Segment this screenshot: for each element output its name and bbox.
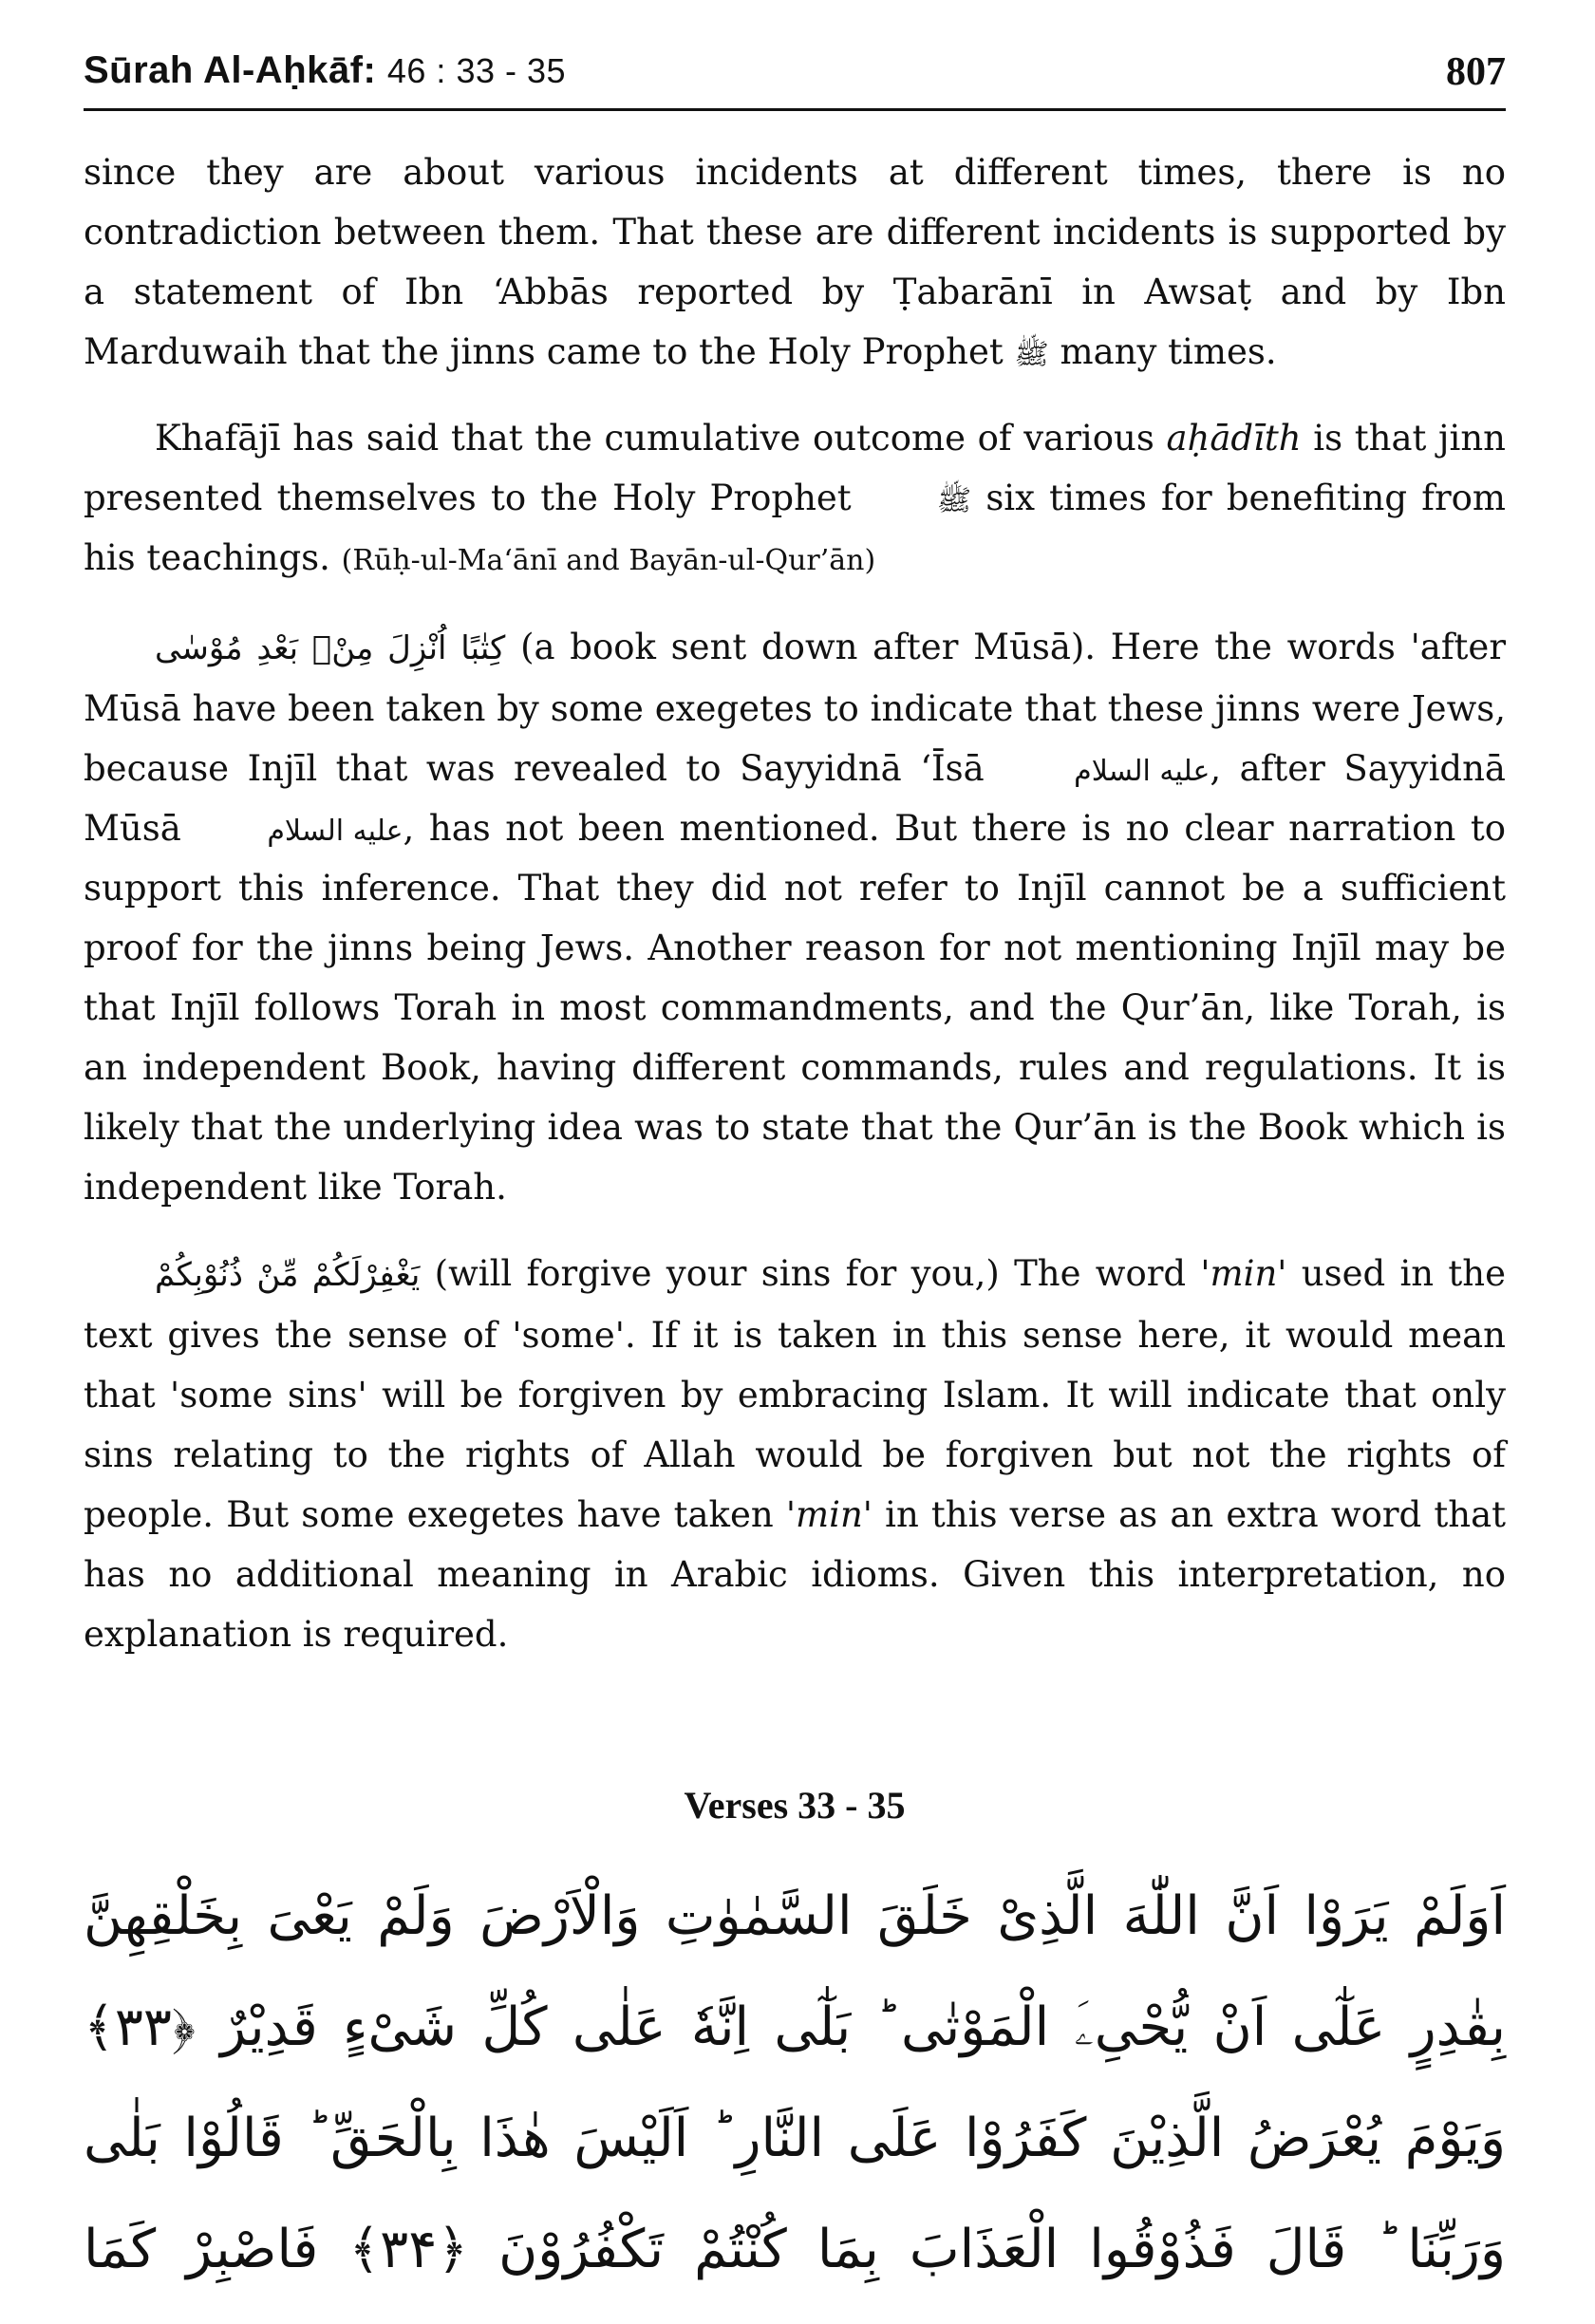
italic-term: aḥādīth — [1166, 418, 1302, 459]
arabic-verse-line: وَرَبِّنَا ؕ قَالَ فَذُوْقُوا الْعَذَابَ بِمَا كُنْتُمْ تَكْفُرُوْنَ ﴿۳۴﴾ فَاصْبِرْ كَمَا — [84, 2219, 1506, 2280]
honorific-salawat-icon: ﷺ — [1014, 337, 1049, 371]
arabic-quote: كِتٰبًا اُنْزِلَ مِنْۢ بَعْدِ مُوْسٰى — [155, 629, 506, 667]
italic-term: 'min' — [1200, 1253, 1287, 1294]
source-citation: (Rūḥ-ul-Ma‘ānī and Bayān-ul-Qur’ān) — [341, 544, 876, 577]
body-text — [84, 142, 1506, 1664]
italic-term: 'min' — [785, 1494, 873, 1535]
running-header — [84, 49, 1506, 111]
arabic-quote: يَغْفِرْلَكُمْ مِّنْ ذُنُوْبِكُمْ — [155, 1256, 421, 1294]
honorific-salawat-icon: ﷺ — [936, 483, 972, 517]
page-number: 807 — [1446, 50, 1506, 94]
verses-heading: Verses 33 - 35 — [684, 1784, 906, 1827]
arabic-verse-line: بِقٰدِرٍ عَلٰٓى اَنْ يُّحْىِۦَ الْمَوْتٰى ؕ بَلٰٓى اِنَّهٗ عَلٰى كُلِّ شَىْءٍ قَدِيْرٌ ﴿۳۳﴾ — [84, 1996, 1506, 2058]
paragraph-2: Khafājī has said that the cumulative outcome of various aḥādīth is that jinn presented themselves to the Holy Prophet ﷺ six times for benefiting from his teachings. (Rūḥ-ul-Ma‘ānī and Bayān-ul-Qur’ān) — [84, 418, 1507, 578]
honorific-alayhis-salam-icon: عليه السلام — [1074, 754, 1210, 788]
paragraph-4: يَغْفِرْلَكُمْ مِّنْ ذُنُوْبِكُمْ (will forgive your sins for you,) The word 'min' used in the text gives the sense of 'some'. If it is taken in this sense here, it would mean that 'some sins' will be forgiven by embracing Islam. It will indicate that only sins relating to the rights of Allah would be forgiven but not the rights of people. But some exegetes have taken 'min' in this verse as an extra word that has no additional meaning in Arabic idioms. Given this interpretation, no explanation is required. — [84, 1253, 1506, 1655]
paragraph-1: since they are about various incidents at different times, there is no contradiction between them. That these are different incidents is supported by a statement of Ibn ‘Abbās reported by Ṭabarānī in Awsaṭ and by Ibn Marduwaih that the jinns came to the Holy Prophet ﷺ many times. — [84, 152, 1506, 372]
verse-reference: 46 : 33 - 35 — [386, 51, 567, 90]
arabic-verse-line: وَيَوْمَ يُعْرَضُ الَّذِيْنَ كَفَرُوْا عَلَى النَّارِ ؕ اَلَيْسَ هٰذَا بِالْحَقِّ ؕ قَالُوْا بَلٰى — [84, 2108, 1506, 2169]
arabic-verse-line: اَوَلَمْ يَرَوْا اَنَّ اللّٰهَ الَّذِىْ خَلَقَ السَّمٰوٰتِ وَالْاَرْضَ وَلَمْ يَعْىَ بِخَلْقِهِنَّ — [84, 1885, 1506, 1947]
paragraph-3: كِتٰبًا اُنْزِلَ مِنْۢ بَعْدِ مُوْسٰى (a book sent down after Mūsā). Here the words 'after Mūsā have been taken by some exegetes to indicate that these jinns were Jews, because Injīl that was revealed to Sayyidnā ‘Īsā عليه السلام, after Sayyidnā Mūsā عليه السلام, has not been mentioned. But there is no clear narration to support this inference. That they did not refer to Injīl cannot be a sufficient proof for the jinns being Jews. Another reason for not mentioning Injīl may be that Injīl follows Torah in most commandments, and the Qur’ān, like Torah, is an independent Book, having different commands, rules and regulations. It is likely that the underlying idea was to state that the Qur’ān is the Book which is independent like Torah. — [84, 627, 1507, 1208]
honorific-alayhis-salam-icon: عليه السلام — [267, 814, 403, 848]
arabic-verses — [84, 1861, 1506, 2305]
surah-title: Sūrah Al-Aḥkāf: 46 : 33 - 35 — [84, 49, 567, 91]
